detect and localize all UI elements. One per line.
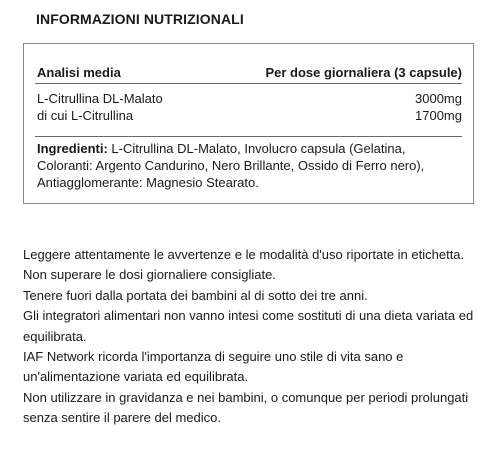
warning-line: Non utilizzare in gravidanza e nei bambini, o comunque per periodi prolungati senza sentire il parere del medico.	[23, 389, 469, 426]
warnings-block	[23, 245, 483, 429]
nutrition-table	[23, 43, 474, 204]
row-label: di cui L-Citrullina	[37, 108, 134, 123]
warning-line: Gli integratori alimentari non vanno intesi come sostituti di una dieta variata ed equilibrata.	[23, 308, 474, 344]
table-header-row	[37, 65, 462, 80]
section-title: INFORMAZIONI NUTRIZIONALI	[36, 11, 244, 27]
table-divider	[35, 136, 462, 137]
warning-line: IAF Network ricorda l'importanza di seguire uno stile di vita sano e un'alimentazione variata ed equilibrata.	[23, 349, 404, 385]
header-analisi: Analisi media	[37, 65, 121, 80]
warning-line: Leggere attentamente le avvertenze e le modalità d'uso riportate in etichetta.	[23, 247, 465, 262]
row-value: 3000mg	[415, 91, 462, 106]
table-row	[37, 108, 462, 123]
header-dose: Per dose giornaliera (3 capsule)	[265, 65, 462, 80]
ingredients-text	[37, 140, 462, 191]
warning-line: Non superare le dosi giornaliere consigliate.	[23, 267, 276, 283]
warning-line: Tenere fuori dalla portata dei bambini al di sotto dei tre anni.	[23, 287, 368, 303]
row-value: 1700mg	[415, 108, 462, 123]
table-divider	[35, 83, 462, 84]
ingredients-label: Ingredienti:	[37, 141, 108, 156]
ingredients-list: L-Citrullina DL-Malato, Involucro capsula (Gelatina, Coloranti: Argento Candurino, Nero Brillante, Ossido di Ferro nero), Antiagglomerante: Magnesio Stearato.	[37, 141, 425, 190]
table-row	[37, 91, 462, 106]
row-label: L-Citrullina DL-Malato	[37, 91, 163, 106]
